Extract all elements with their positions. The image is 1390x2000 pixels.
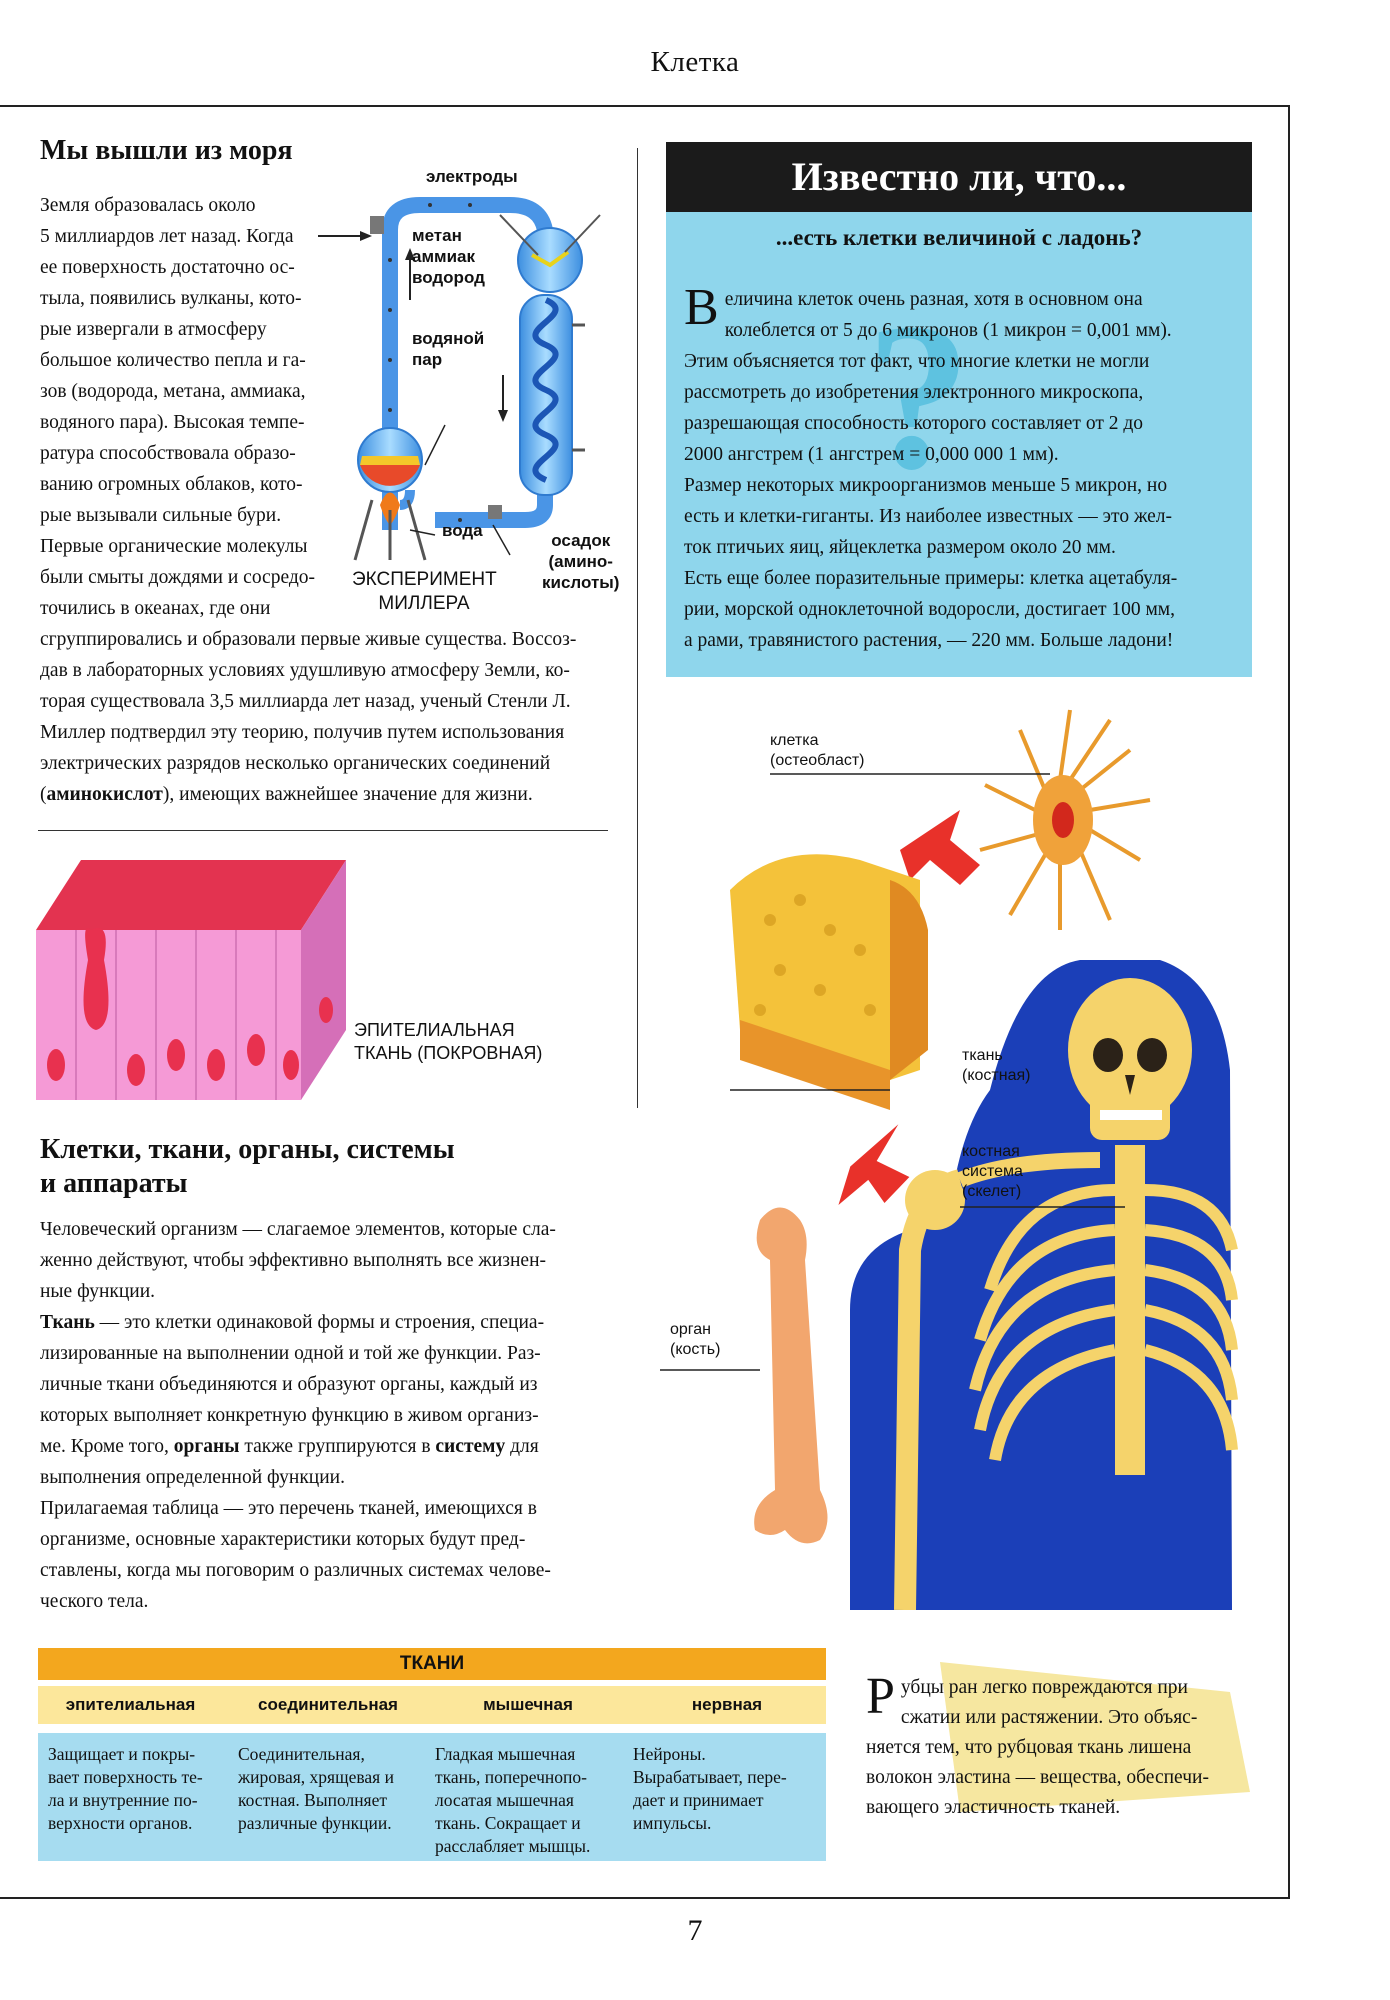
cell-line: различные функции. <box>238 1813 392 1833</box>
text-line: ток птичьих яиц, яйцеклетка размером около 20 мм. <box>684 537 1116 558</box>
cell-line: Гладкая мышечная <box>435 1744 576 1764</box>
cell-line: дает и принимает <box>633 1790 764 1810</box>
cell-line: вает поверхность те- <box>48 1767 203 1787</box>
text-line: Человеческий организм — слагаемое элементов, которые сла- <box>40 1219 556 1240</box>
text-line: Первые органические молекулы <box>40 536 308 557</box>
text-span: также группируются в <box>239 1436 436 1457</box>
did-you-know-subtitle: ...есть клетки величиной с ладонь? <box>775 225 1143 250</box>
text-line: 5 миллиардов лет назад. Когда <box>40 226 294 247</box>
text-line: ные функции. <box>40 1281 156 1302</box>
text-line: ческого тела. <box>40 1591 149 1612</box>
label-line: (амино- <box>548 552 613 571</box>
section-divider <box>38 830 608 831</box>
label-line: ТКАНЬ (ПОКРОВНАЯ) <box>354 1043 543 1063</box>
text-span: ( <box>40 784 47 805</box>
label-sediment <box>542 530 619 593</box>
text-line <box>40 779 630 810</box>
text-line: сгруппировались и образовали первые живые существа. Воссоз- <box>40 629 577 650</box>
caption-line: ЭКСПЕРИМЕНТ <box>352 569 497 590</box>
label-line: водород <box>412 268 485 287</box>
text-line: разрешающая способность которого составляет от 2 до <box>684 413 1144 434</box>
text-line: торая существовала 3,5 миллиарда лет назад, ученый Стенли Л. <box>40 691 571 712</box>
table-cell <box>238 1743 433 1835</box>
sea-section-narrow-text <box>40 190 340 624</box>
text-span: ), имеющих важнейшее значение для жизни. <box>162 784 533 805</box>
text-line: ванию огромных облаков, кото- <box>40 474 303 495</box>
systems-section-title <box>40 1133 455 1201</box>
text-line: выполнения определенной функции. <box>40 1467 345 1488</box>
label-line: костная <box>962 1143 1020 1160</box>
tissues-table-body <box>38 1733 826 1861</box>
text-span: — это клетки одинаковой формы и строения, специа- <box>94 1312 545 1333</box>
table-column-header: нервная <box>691 1695 763 1714</box>
table-column-header: соединительная <box>258 1695 398 1714</box>
text-span: ме. Кроме того, <box>40 1436 174 1457</box>
label-line: метан <box>412 226 462 245</box>
label-line: орган <box>670 1321 712 1338</box>
text-line: дав в лабораторных условиях удушливую атмосферу Земли, ко- <box>40 660 570 681</box>
text-line: волокон эластина — вещества, обеспечи- <box>866 1767 1209 1788</box>
title-line: и аппараты <box>40 1168 188 1199</box>
caption-line: МИЛЛЕРА <box>378 593 470 614</box>
text-line: сжатии или растяжении. Это объяс- <box>900 1707 1198 1728</box>
text-line: которых выполняет конкретную функцию в живом организ- <box>40 1405 539 1426</box>
text-line: вающего эластичность тканей. <box>866 1797 1121 1818</box>
text-line: зов (водорода, метана, аммиака, <box>40 381 306 402</box>
label-gases <box>412 225 485 288</box>
text-line: рии, морской одноклеточной водоросли, достигает 100 мм, <box>684 599 1176 620</box>
dropcap: В <box>684 279 719 336</box>
question-mark-graphic: ? <box>866 281 971 513</box>
label-line: клетка <box>770 732 819 749</box>
label-line: кислоты) <box>542 573 620 592</box>
cell-line: Вырабатывает, пере- <box>633 1767 787 1787</box>
epithelium-label <box>354 1019 542 1065</box>
text-line: убцы ран легко повреждаются при <box>900 1677 1188 1698</box>
sea-section-title: Мы вышли из моря <box>40 135 293 166</box>
text-line: электрических разрядов несколько органических соединений <box>40 753 551 774</box>
label-line: ЭПИТЕЛИАЛЬНАЯ <box>354 1020 515 1040</box>
cell-line: Защищает и покры- <box>48 1744 196 1764</box>
text-line: ратура способствовала образо- <box>40 443 296 464</box>
table-column-header: эпителиальная <box>65 1695 196 1714</box>
text-line: 2000 ангстрем (1 ангстрем = 0,000 000 1 мм). <box>684 444 1059 465</box>
bold-term: систему <box>435 1436 506 1457</box>
text-line: Есть еще более поразительные примеры: клетка ацетабуля- <box>684 568 1178 589</box>
text-line: рассмотреть до изобретения электронного микроскопа, <box>684 382 1144 403</box>
bold-term: Ткань <box>40 1312 95 1333</box>
text-line: ее поверхность достаточно ос- <box>40 257 295 278</box>
label-line: аммиак <box>412 247 476 266</box>
text-line: Этим объясняется тот факт, что многие клетки не могли <box>684 351 1150 372</box>
dropcap: Р <box>866 1668 895 1725</box>
text-line: водяного пара). Высокая темпе- <box>40 412 305 433</box>
cell-line: Соединительная, <box>238 1744 365 1764</box>
text-line: колеблется от 5 до 6 микронов (1 микрон = 0,001 мм). <box>724 320 1172 341</box>
text-line: есть и клетки-гиганты. Из наиболее известных — это жел- <box>684 506 1173 527</box>
cell-line: жировая, хрящевая и <box>238 1767 394 1787</box>
label-water: вода <box>442 521 483 540</box>
bold-term: аминокислот <box>46 784 163 805</box>
text-line: Миллер подтвердил эту теорию, получив путем использования <box>40 722 565 743</box>
text-line: тыла, появились вулканы, кото- <box>40 288 302 309</box>
text-line: лизированные на выполнении одной и той же функции. Раз- <box>40 1343 541 1364</box>
did-you-know-heading: Известно ли, что... <box>666 142 1252 212</box>
text-span: для <box>505 1436 539 1457</box>
label-system <box>962 1142 1023 1202</box>
label-line: (остеобласт) <box>770 752 865 769</box>
sea-section-wide-text <box>40 624 630 810</box>
epithelium-illustration <box>36 850 346 1110</box>
column-divider <box>637 148 638 1108</box>
label-line: (кость) <box>670 1341 721 1358</box>
label-line: водяной <box>412 329 485 348</box>
table-column-header: мышечная <box>483 1695 573 1714</box>
skeleton-illustration <box>660 690 1260 1610</box>
text-line: организме, основные характеристики которых будут пред- <box>40 1529 526 1550</box>
scar-note <box>866 1668 1256 1823</box>
bold-term: органы <box>173 1436 240 1457</box>
text-line: няется тем, что рубцовая ткань лишена <box>866 1737 1192 1758</box>
text-line: рые вызывали сильные бури. <box>40 505 282 526</box>
label-tissue <box>962 1046 1030 1086</box>
text-line: женно действуют, чтобы эффективно выполнять все жизнен- <box>40 1250 547 1271</box>
text-line: а рами, травянистого растения, — 220 мм. Больше ладони! <box>684 630 1174 651</box>
text-line: были смыты дождями и сосредо- <box>40 567 316 588</box>
label-organ <box>670 1320 720 1360</box>
text-line: точились в океанах, где они <box>40 598 271 619</box>
text-line <box>40 1431 635 1462</box>
label-line: пар <box>412 350 443 369</box>
table-cell <box>48 1743 228 1835</box>
label-line: (костная) <box>962 1067 1031 1084</box>
cell-line: ткань. Сокращает и <box>435 1813 581 1833</box>
cell-line: ткань, поперечнопо- <box>435 1767 587 1787</box>
text-line: большое количество пепла и га- <box>40 350 306 371</box>
cell-line: импульсы. <box>633 1813 712 1833</box>
cell-line: костная. Выполняет <box>238 1790 388 1810</box>
label-steam <box>412 328 484 370</box>
label-line: осадок <box>551 531 611 550</box>
label-electrodes: электроды <box>426 167 518 186</box>
cell-line: Нейроны. <box>633 1744 706 1764</box>
cell-line: ла и внутренние по- <box>48 1790 198 1810</box>
table-cell <box>633 1743 823 1835</box>
miller-caption <box>352 568 496 616</box>
text-line: рые извергали в атмосферу <box>40 319 267 340</box>
title-line: Клетки, ткани, органы, системы <box>40 1134 455 1165</box>
running-head: Клетка <box>650 46 740 78</box>
label-line: система <box>962 1163 1023 1180</box>
cell-line: верхности органов. <box>48 1813 193 1833</box>
text-line: ставлены, когда мы поговорим о различных системах челове- <box>40 1560 551 1581</box>
table-cell <box>435 1743 630 1858</box>
cell-line: лосатая мышечная <box>435 1790 574 1810</box>
did-you-know-text <box>684 279 1239 656</box>
label-line: (скелет) <box>962 1183 1022 1200</box>
label-cell <box>770 731 865 771</box>
cell-line: расслабляет мышцы. <box>435 1836 591 1856</box>
tissues-table-header <box>38 1686 826 1724</box>
page-number: 7 <box>687 1914 703 1947</box>
tissues-table-title: ТКАНИ <box>38 1648 826 1680</box>
text-line: личные ткани объединяются и образуют органы, каждый из <box>40 1374 538 1395</box>
text-line: Прилагаемая таблица — это перечень тканей, имеющихся в <box>40 1498 537 1519</box>
text-line: Земля образовалась около <box>40 195 256 216</box>
systems-section-text <box>40 1214 635 1617</box>
text-line: Размер некоторых микроорганизмов меньше 5 микрон, но <box>684 475 1168 496</box>
text-line <box>40 1307 635 1338</box>
label-line: ткань <box>962 1047 1003 1064</box>
text-line: еличина клеток очень разная, хотя в основном она <box>724 289 1143 310</box>
